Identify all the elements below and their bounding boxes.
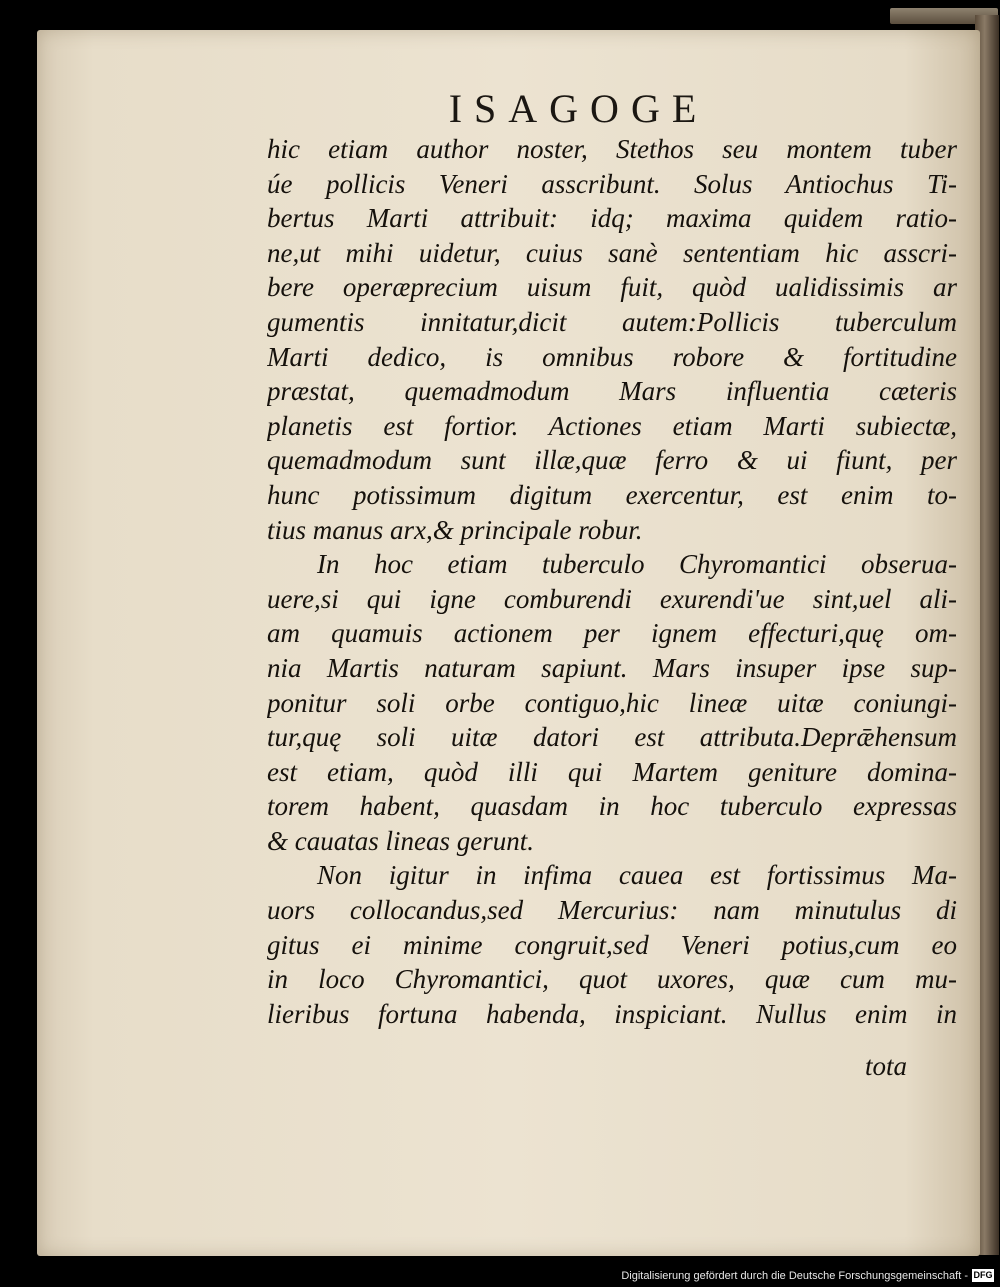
text-line: ponitur soli orbe contiguo,hic lineæ uitæ coniungi- <box>267 687 957 718</box>
text-line: præstat, quemadmodum Mars influentia cæteris <box>267 376 957 407</box>
text-line: ne,ut mihi uidetur, cuius sanè sententiam hic asscri- <box>267 237 957 268</box>
text-line: planetis est fortior. Actiones etiam Marti subiectæ, <box>267 410 957 441</box>
text-line: in loco Chyromantici, quot uxores, quæ cum mu- <box>267 964 957 995</box>
text-line: bertus Marti attribuit: idq; maxima quidem ratio- <box>267 203 957 234</box>
text-line: lieribus fortuna habenda, inspiciant. Nullus enim in <box>267 998 957 1029</box>
text-line: uere,si qui igne comburendi exurendi'ue sint,uel ali- <box>267 583 957 614</box>
text-line: quemadmodum sunt illæ,quæ ferro & ui fiunt, per <box>267 445 957 476</box>
text-line: & cauatas lineas gerunt. <box>267 825 534 856</box>
text-line: torem habent, quasdam in hoc tuberculo expressas <box>267 791 957 822</box>
text-line: tius manus arx,& principale robur. <box>267 514 643 545</box>
text-line: nia Martis naturam sapiunt. Mars insuper ipse sup- <box>267 652 957 683</box>
book-page <box>37 30 980 1256</box>
text-line: gumentis innitatur,dicit autem:Pollicis tuberculum <box>267 306 957 337</box>
text-line: bere operæprecium uisum fuit, quòd ualidissimis ar <box>267 272 957 303</box>
text-line: hunc potissimum digitum exercentur, est enim to- <box>267 479 957 510</box>
text-line: hic etiam author noster, Stethos seu montem tuber <box>267 134 957 164</box>
funding-credit: Digitalisierung gefördert durch die Deutsche Forschungsgemeinschaft - <box>621 1270 968 1282</box>
running-head: ISAGOGE <box>448 86 709 131</box>
text-line: uors collocandus,sed Mercurius: nam minutulus di <box>267 895 957 926</box>
text-line: gitus ei minime congruit,sed Veneri potius,cum eo <box>267 929 957 960</box>
text-line: est etiam, quòd illi qui Martem geniture domina- <box>267 756 957 787</box>
text-line: Non igitur in infima cauea est fortissimus Ma- <box>317 860 957 891</box>
catchword: tota <box>865 1051 908 1081</box>
text-line: In hoc etiam tuberculo Chyromantici obserua- <box>317 549 957 580</box>
text-line: úe pollicis Veneri asscribunt. Solus Antiochus Ti- <box>267 168 957 199</box>
text-line: tur,quę soli uitæ datori est attributa.Deprǣhensum <box>267 722 957 753</box>
dfg-logo-icon: DFG <box>973 1270 993 1280</box>
text-line: am quamuis actionem per ignem effecturi,quę om- <box>267 618 957 649</box>
body-text <box>267 132 957 1031</box>
text-line: Marti dedico, is omnibus robore & fortitudine <box>267 341 957 372</box>
